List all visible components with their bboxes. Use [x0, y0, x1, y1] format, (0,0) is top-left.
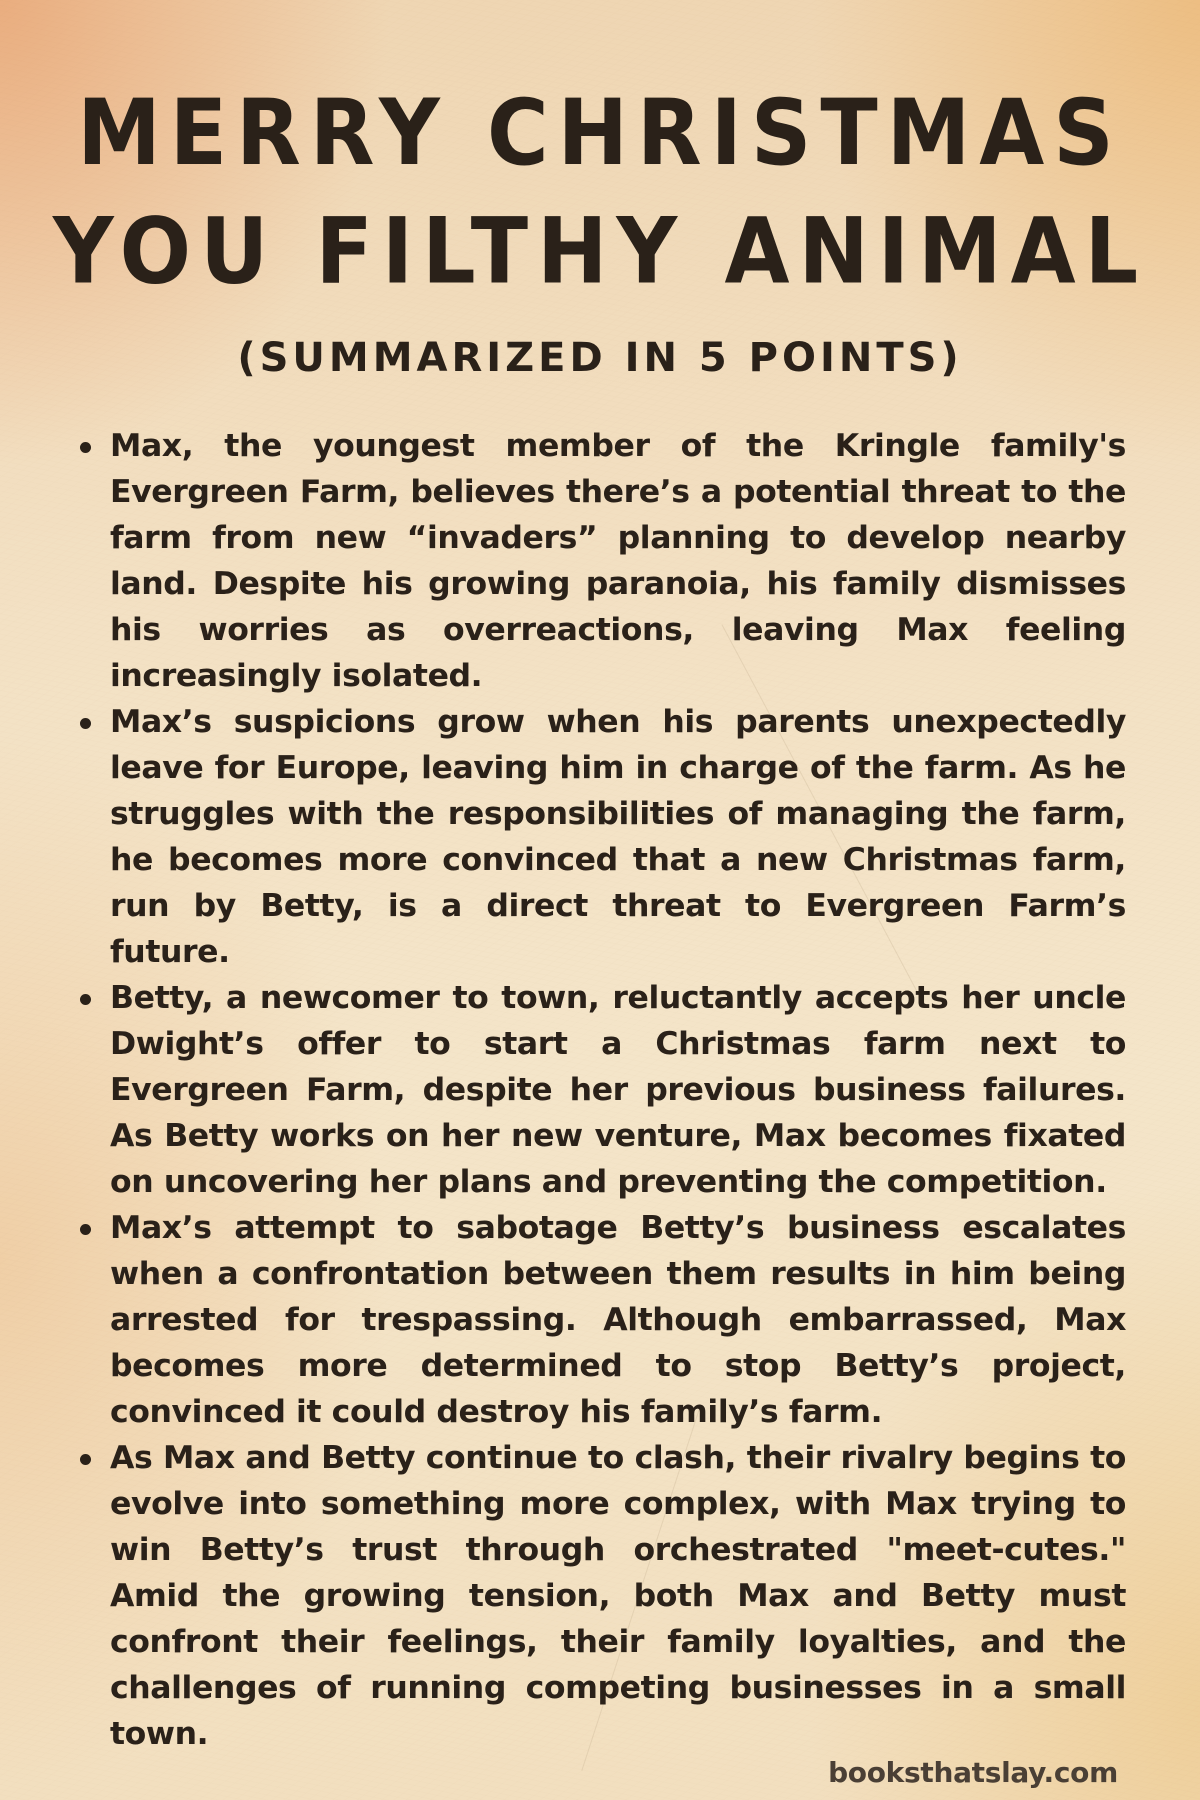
summary-point — [74, 975, 1126, 1205]
summary-point-text: As Max and Betty continue to clash, their rivalry begins to evolve into something more complex, with Max trying to win Betty’s trust through orchestrated "meet-cutes." Amid the growing tension, both Max and Betty must confront their feelings, their family loyalties, and the challenges of running competing businesses in a small town. — [110, 1440, 1126, 1752]
summary-point-text: Max’s suspicions grow when his parents unexpectedly leave for Europe, leaving him in charge of the farm. As he struggles with the responsibilities of managing the farm, he becomes more convinced that a new Christmas farm, run by Betty, is a direct threat to Evergreen Farm’s future. — [110, 704, 1126, 970]
summary-point — [74, 423, 1126, 699]
summary-point-text: Betty, a newcomer to town, reluctantly accepts her uncle Dwight’s offer to start a Christmas farm next to Evergreen Farm, despite her previous business failures. As Betty works on her new venture, Max becomes fixated on uncovering her plans and preventing the competition. — [110, 980, 1126, 1200]
site-watermark: booksthatslay.com — [828, 1756, 1118, 1789]
summary-point-text: Max’s attempt to sabotage Betty’s business escalates when a confrontation between them results in him being arrested for trespassing. Although embarrassed, Max becomes more determined to stop Betty’s project, convinced it could destroy his family’s farm. — [110, 1210, 1126, 1430]
page-subtitle: (SUMMARIZED IN 5 POINTS) — [237, 335, 963, 381]
bullet-icon — [80, 442, 91, 453]
bullet-icon — [80, 1454, 91, 1465]
summary-list — [74, 423, 1126, 1757]
title-line-1: MERRY CHRISTMAS — [77, 79, 1123, 186]
bullet-icon — [80, 1224, 91, 1235]
bullet-icon — [80, 994, 91, 1005]
page-title — [0, 73, 1200, 311]
summary-point — [74, 1205, 1126, 1435]
summary-point — [74, 699, 1126, 975]
summary-point — [74, 1435, 1126, 1757]
summary-point-text: Max, the youngest member of the Kringle family's Evergreen Farm, believes there’s a potential threat to the farm from new “invaders” planning to develop nearby land. Despite his growing paranoia, his family dismisses his worries as overreactions, leaving Max feeling increasingly isolated. — [110, 428, 1126, 694]
title-line-2: YOU FILTHY ANIMAL — [52, 198, 1148, 305]
bullet-icon — [80, 718, 91, 729]
